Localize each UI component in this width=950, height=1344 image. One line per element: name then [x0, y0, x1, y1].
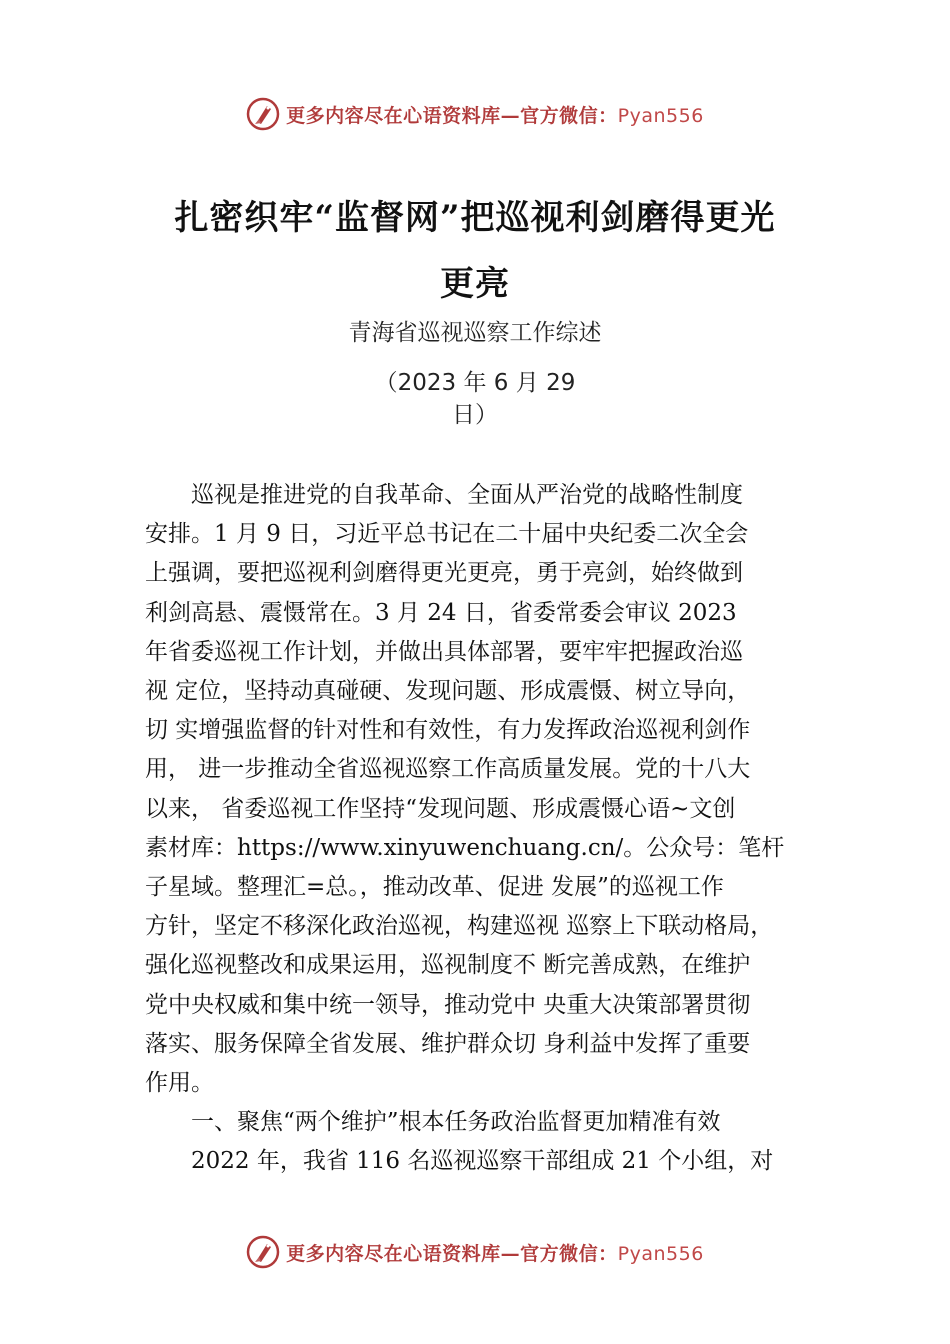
body-line: 切 实增强监督的针对性和有效性，有力发挥政治巡视利剑作: [145, 717, 751, 744]
document-title-line-1: 扎密织牢“监督网”把巡视利剑磨得更光: [174, 198, 776, 238]
footer-banner: [0, 1232, 950, 1272]
body-line: 作用。: [145, 1070, 214, 1097]
wechat-id: Pyan556: [617, 104, 704, 127]
pen-nib-logo-icon: [246, 1235, 280, 1269]
pen-nib-logo-icon: [246, 97, 280, 131]
body-line: 视 定位，坚持动真碰硬、发现问题、形成震慑、树立导向，: [145, 678, 751, 705]
document-date-line-1: （2023 年 6 月 29: [374, 370, 576, 396]
document-body: [145, 476, 845, 1182]
body-line: 利剑高悬、震慑常在。3 月 24 日，省委常委会审议 2023: [145, 599, 737, 626]
body-line: 上强调，要把巡视利剑磨得更光更亮，勇于亮剑，始终做到: [145, 560, 743, 587]
section-heading: 一、聚焦“两个维护”根本任务政治监督更加精准有效: [145, 1109, 721, 1136]
body-line: 年省委巡视工作计划，并做出具体部署，要牢牢把握政治巡: [145, 638, 743, 665]
header-banner: [0, 94, 950, 134]
body-line: 素材库：https://www.xinyuwenchuang.cn/。公众号：笔杆: [145, 834, 785, 861]
body-line: 2022 年，我省 116 名巡视巡察干部组成 21 个小组，对: [145, 1148, 774, 1175]
document-date-line-2: 日）: [452, 402, 498, 428]
body-line: 安排。1 月 9 日，习近平总书记在二十届中央纪委二次全会: [145, 521, 749, 548]
banner-text: 更多内容尽在心语资料库—官方微信：Pyan556: [286, 104, 704, 127]
body-line: 强化巡视整改和成果运用，巡视制度不 断完善成熟，在维护: [145, 952, 751, 979]
document-title-line-2: 更亮: [440, 264, 510, 304]
wechat-id: Pyan556: [617, 1242, 704, 1265]
body-line: 党中央权威和集中统一领导，推动党中 央重大决策部署贯彻: [145, 991, 751, 1018]
body-line: 以来， 省委巡视工作坚持“发现问题、形成震慑心语~文创: [145, 795, 736, 822]
document-subtitle: 青海省巡视巡察工作综述: [348, 320, 602, 346]
body-line: 巡视是推进党的自我革命、全面从严治党的战略性制度: [145, 482, 743, 508]
body-line: 用， 进一步推动全省巡视巡察工作高质量发展。党的十八大: [145, 756, 751, 783]
body-line: 子星域。整理汇=总。，推动改革、促进 发展”的巡视工作: [145, 874, 724, 901]
body-line: 落实、服务保障全省发展、维护群众切 身利益中发挥了重要: [145, 1030, 751, 1057]
banner-text: 更多内容尽在心语资料库—官方微信：Pyan556: [286, 1242, 704, 1265]
body-line: 方针，坚定不移深化政治巡视，构建巡视 巡察上下联动格局，: [145, 913, 774, 940]
